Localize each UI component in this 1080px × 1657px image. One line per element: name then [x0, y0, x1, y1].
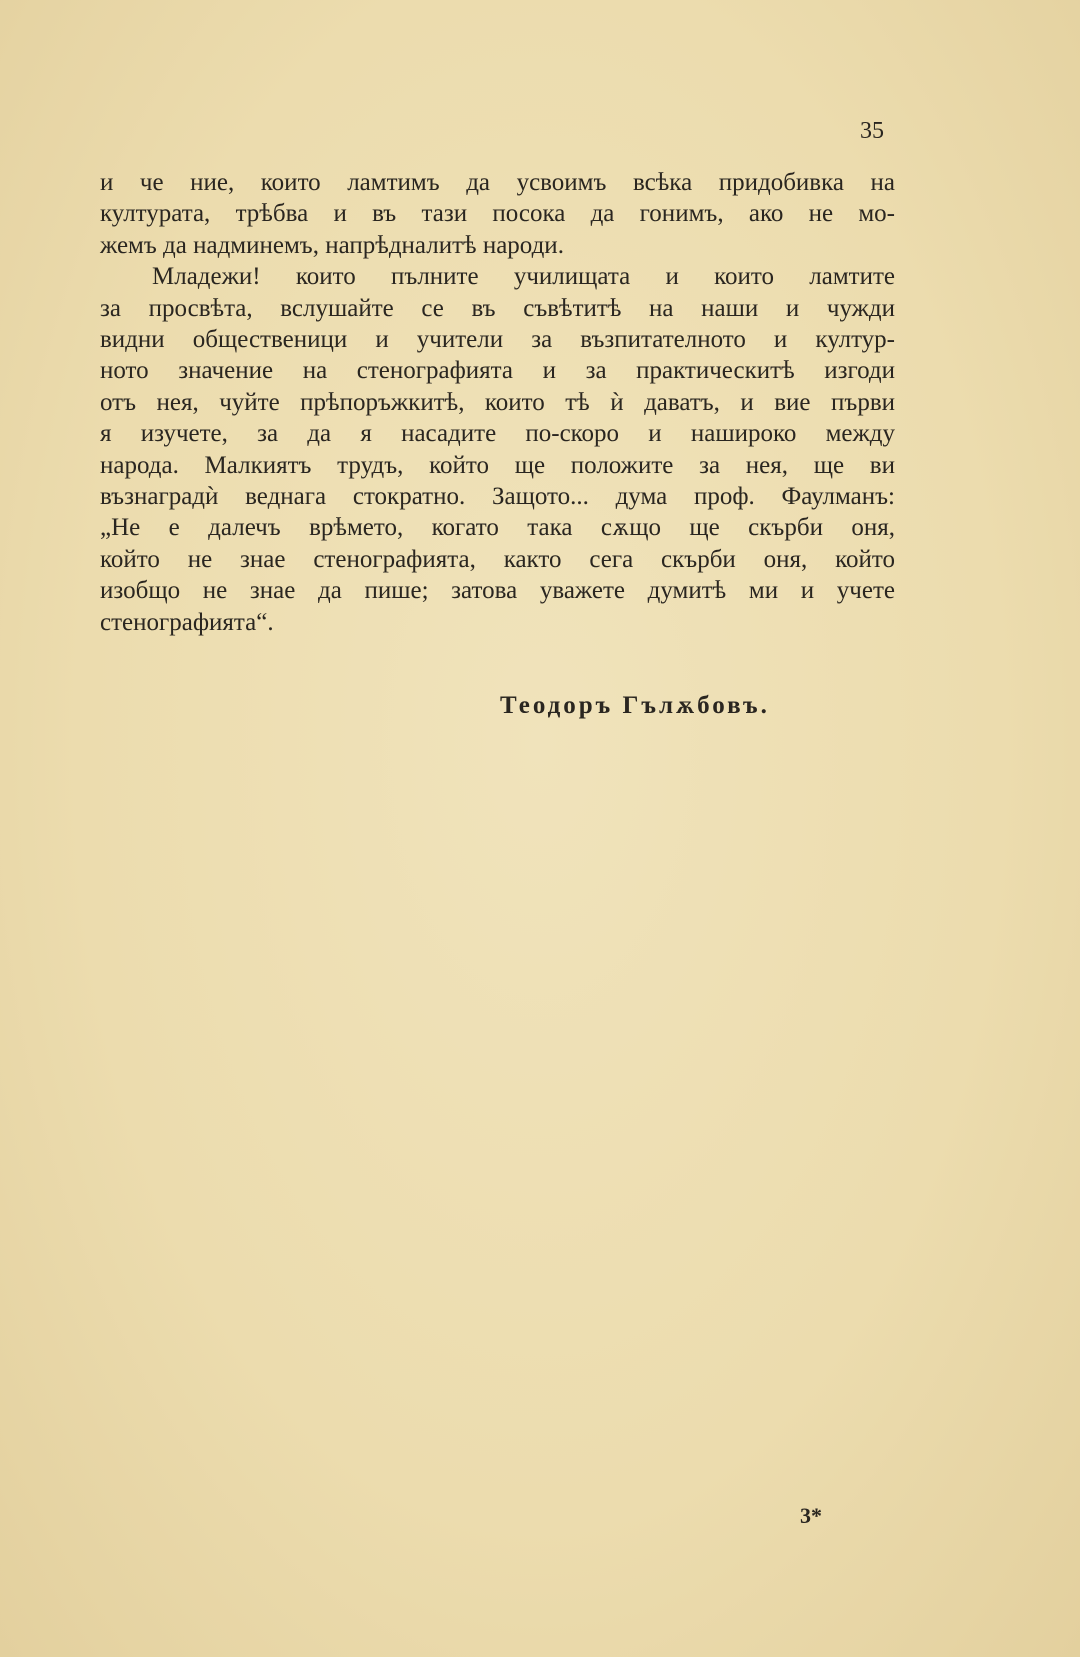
page-number: 35: [860, 118, 884, 144]
text-line: културата, трѣбва и въ тази посока да гонимъ, ако не мо-: [100, 200, 895, 228]
signature-mark: 3*: [800, 1503, 822, 1528]
text-line: жемъ да надминемъ, напрѣдналитѣ народи.: [100, 231, 564, 259]
text-line: я изучете, за да я насадите по-скоро и нашироко между: [100, 420, 895, 448]
text-line: за просвѣта, вслушайте се въ съвѣтитѣ на наши и чужди: [100, 294, 895, 322]
text-line: видни общественици и учители за възпитателното и култур-: [100, 326, 895, 354]
text-line: възнаградѝ веднага стократно. Защото... дума проф. Фаулманъ:: [100, 483, 895, 511]
text-line: народа. Малкиятъ трудъ, който ще положите за нея, ще ви: [100, 451, 895, 479]
text-line: и че ние, които ламтимъ да усвоимъ всѣка придобивка на: [100, 169, 895, 196]
text-line: ното значение на стенографията и за практическитѣ изгоди: [100, 357, 895, 385]
text-line: „Не е далечъ врѣмето, когато така сѫщо ще скърби оня,: [100, 514, 895, 542]
body-text: [100, 167, 895, 638]
text-line: изобщо не знае да пише; затова уважете думитѣ ми и учете: [100, 577, 895, 605]
text-line: отъ нея, чуйте прѣпоръжкитѣ, които тѣ ѝ даватъ, и вие първи: [100, 388, 895, 416]
author-signature: Теодоръ Гълѫбовъ.: [500, 692, 770, 719]
text-line: стенографията“.: [100, 608, 274, 636]
text-line: Младежи! които пълните училищата и които ламтите: [152, 263, 895, 291]
text-line: който не знае стенографията, както сега скърби оня, който: [100, 545, 895, 573]
